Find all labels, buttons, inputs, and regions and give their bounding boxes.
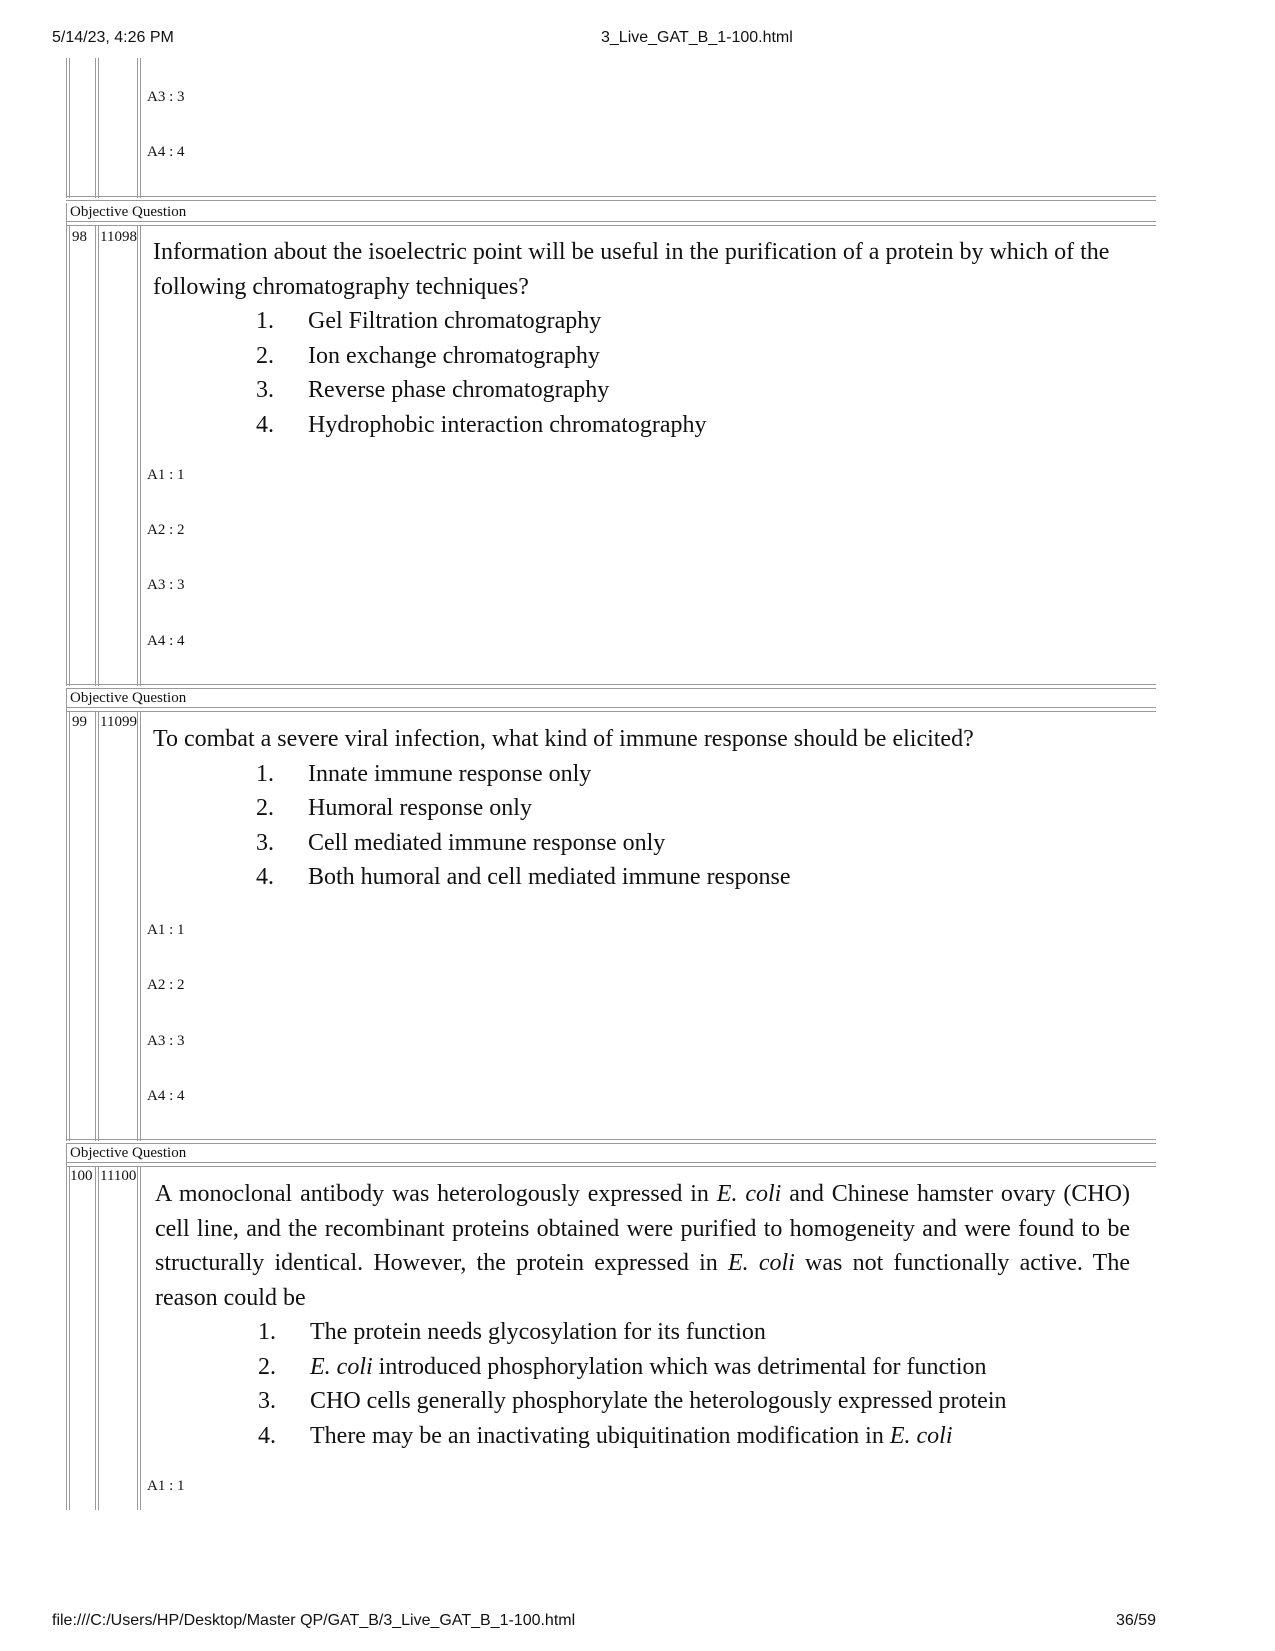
question-serial: 100 (70, 1168, 93, 1184)
question-id: 11098 (100, 229, 137, 245)
option-A1: A1 : 1 (147, 922, 185, 938)
option-A4: A4 : 4 (147, 144, 185, 160)
option-A1: A1 : 1 (147, 467, 185, 483)
question-stem: To combat a severe viral infection, what kind of immune response should be elicited? (153, 726, 974, 752)
choice-item: 4. Both humoral and cell mediated immune response (256, 864, 791, 890)
section-label: Objective Question (70, 204, 187, 220)
print-datetime: 5/14/23, 4:26 PM (52, 29, 174, 46)
section-label: Objective Question (70, 1145, 187, 1161)
choice-item: 4. There may be an inactivating ubiquitination modification in E. coli (258, 1422, 953, 1449)
option-A3: A3 : 3 (147, 1033, 185, 1049)
choice-item: 2. Humoral response only (256, 795, 532, 821)
choice-item: 4. Hydrophobic interaction chromatography (256, 411, 707, 438)
choice-item: 3. CHO cells generally phosphorylate the heterologously expressed protein (258, 1388, 1007, 1414)
choice-item: 1. Gel Filtration chromatography (256, 308, 602, 334)
question-text (155, 1177, 1130, 1453)
section-label: Objective Question (70, 690, 187, 706)
option-A4: A4 : 4 (147, 1088, 185, 1104)
choice-list (153, 757, 1133, 895)
choice-item: 2. Ion exchange chromatography (256, 342, 600, 369)
print-page-number: 36/59 (1116, 1612, 1157, 1629)
question-id: 11100 (100, 1168, 137, 1184)
option-A3: A3 : 3 (147, 577, 185, 593)
question-serial: 98 (72, 229, 87, 245)
choice-list (153, 304, 1133, 442)
choice-item: 3. Cell mediated immune response only (256, 829, 666, 856)
question-stem: A monoclonal antibody was heterologously expressed in E. coli and Chinese hamster ovary (CHO) cell line, and the recombinant proteins obtained were purified to homogeneity and were found to be structurally identical. However, the protein expressed in E. coli was not functionally active. The reason could be (155, 1181, 1131, 1311)
choice-item: 1. The protein needs glycosylation for its function (258, 1319, 766, 1345)
question-id: 11099 (100, 714, 137, 730)
choice-list (155, 1315, 1130, 1453)
option-A1: A1 : 1 (147, 1478, 185, 1494)
question-text (153, 235, 1133, 442)
question-serial: 99 (72, 714, 87, 730)
choice-item: 2. E. coli introduced phosphorylation which was detrimental for function (258, 1353, 987, 1380)
choice-item: 1. Innate immune response only (256, 760, 592, 787)
print-file-path: file:///C:/Users/HP/Desktop/Master QP/GAT_B/3_Live_GAT_B_1-100.html (52, 1612, 576, 1629)
option-A2: A2 : 2 (147, 977, 185, 993)
option-A3: A3 : 3 (147, 89, 185, 105)
question-stem: Information about the isoelectric point will be useful in the purification of a protein by which of the following chromatography techniques? (153, 239, 1110, 300)
choice-item: 3. Reverse phase chromatography (256, 377, 610, 403)
question-text (153, 722, 1133, 895)
option-A4: A4 : 4 (147, 633, 185, 649)
print-doc-title: 3_Live_GAT_B_1-100.html (601, 29, 793, 46)
option-A2: A2 : 2 (147, 522, 185, 538)
